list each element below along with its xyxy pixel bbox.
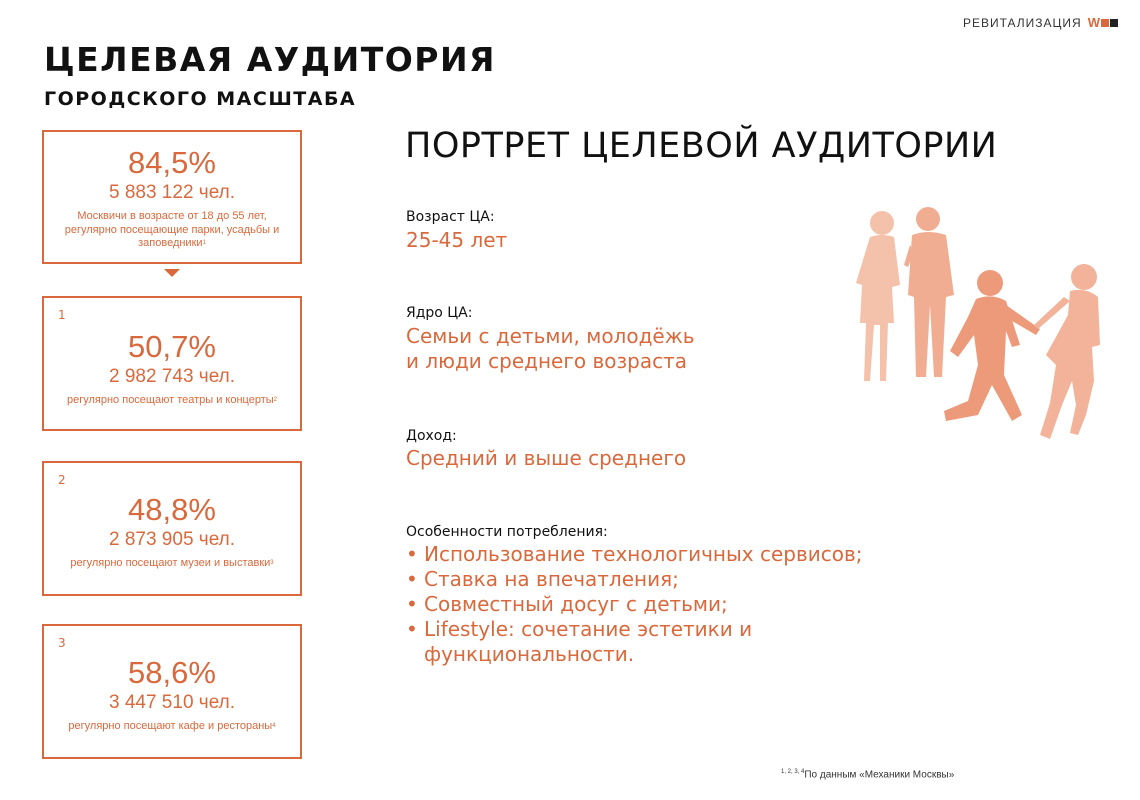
consumption-list <box>406 542 876 667</box>
portrait-title: ПОРТРЕТ ЦЕЛЕВОЙ АУДИТОРИИ <box>405 126 998 166</box>
stat-card-theatres <box>42 296 302 431</box>
footnote-text: По данным «Механики Москвы» <box>804 769 955 781</box>
stat-number: 1 <box>58 308 66 322</box>
stat-description: Москвичи в возрасте от 18 до 55 лет, регулярно посещающие парки, усадьбы и заповедники$^1$ <box>64 210 280 249</box>
income-value: Средний и выше среднего <box>406 446 687 470</box>
stat-footnote-ref: 3 <box>270 560 274 566</box>
stat-count: 2 873 905 чел. <box>108 529 235 550</box>
stat-card-main <box>42 130 302 264</box>
logo-square-icon <box>1101 19 1109 27</box>
footnote-refs: 1, 2, 3, 4 <box>781 769 805 775</box>
footnote <box>781 769 954 780</box>
stat-number: 2 <box>58 473 66 487</box>
core-label: Ядро ЦА: <box>406 305 473 321</box>
stat-percent: 50,7% <box>128 329 216 364</box>
stat-description: регулярно посещают музеи и выставки$^3$ <box>70 557 274 569</box>
core-value-line2: и люди среднего возраста <box>406 349 687 373</box>
stat-percent: 58,6% <box>128 655 216 690</box>
age-value: 25-45 лет <box>406 228 508 252</box>
stat-count: 5 883 122 чел. <box>108 182 235 203</box>
consumption-item: • Совместный досуг с детьми; <box>406 592 876 617</box>
stat-count: 2 982 743 чел. <box>108 366 235 387</box>
stat-footnote-ref: 4 <box>272 723 276 729</box>
income-label: Доход: <box>406 428 457 444</box>
core-value <box>406 324 695 374</box>
page-title: ЦЕЛЕВАЯ АУДИТОРИЯ <box>44 40 496 79</box>
consumption-item: • Ставка на впечатления; <box>406 567 876 592</box>
brand-text: РЕВИТАЛИЗАЦИЯ <box>962 16 1082 30</box>
age-label: Возраст ЦА: <box>406 209 495 225</box>
brand-logo <box>1088 17 1118 29</box>
brand-logo-letter: W <box>1087 15 1100 30</box>
stat-card-museums <box>42 461 302 596</box>
logo-square-dark-icon <box>1110 19 1118 27</box>
family-silhouette-image <box>850 205 1110 455</box>
brand-header <box>963 16 1118 30</box>
core-value-line1: Семьи с детьми, молодёжь <box>406 324 695 348</box>
stat-card-cafes <box>42 624 302 759</box>
stat-percent: 84,5% <box>128 145 216 180</box>
page-subtitle: ГОРОДСКОГО МАСШТАБА <box>44 88 357 110</box>
arrow-down-icon <box>164 269 180 277</box>
stat-percent: 48,8% <box>128 492 216 527</box>
stat-footnote-ref: 2 <box>273 397 278 403</box>
stat-number: 3 <box>58 636 66 650</box>
consumption-item: • Lifestyle: сочетание эстетики и функциональности. <box>406 617 876 667</box>
consumption-label: Особенности потребления: <box>406 524 608 540</box>
consumption-item: • Использование технологичных сервисов; <box>406 542 876 567</box>
stat-count: 3 447 510 чел. <box>108 692 235 713</box>
stat-footnote-ref: 1 <box>202 240 206 246</box>
stat-description: регулярно посещают кафе и рестораны$^4$ <box>68 720 276 732</box>
stat-description: регулярно посещают театры и концерты$^2$ <box>66 394 278 406</box>
